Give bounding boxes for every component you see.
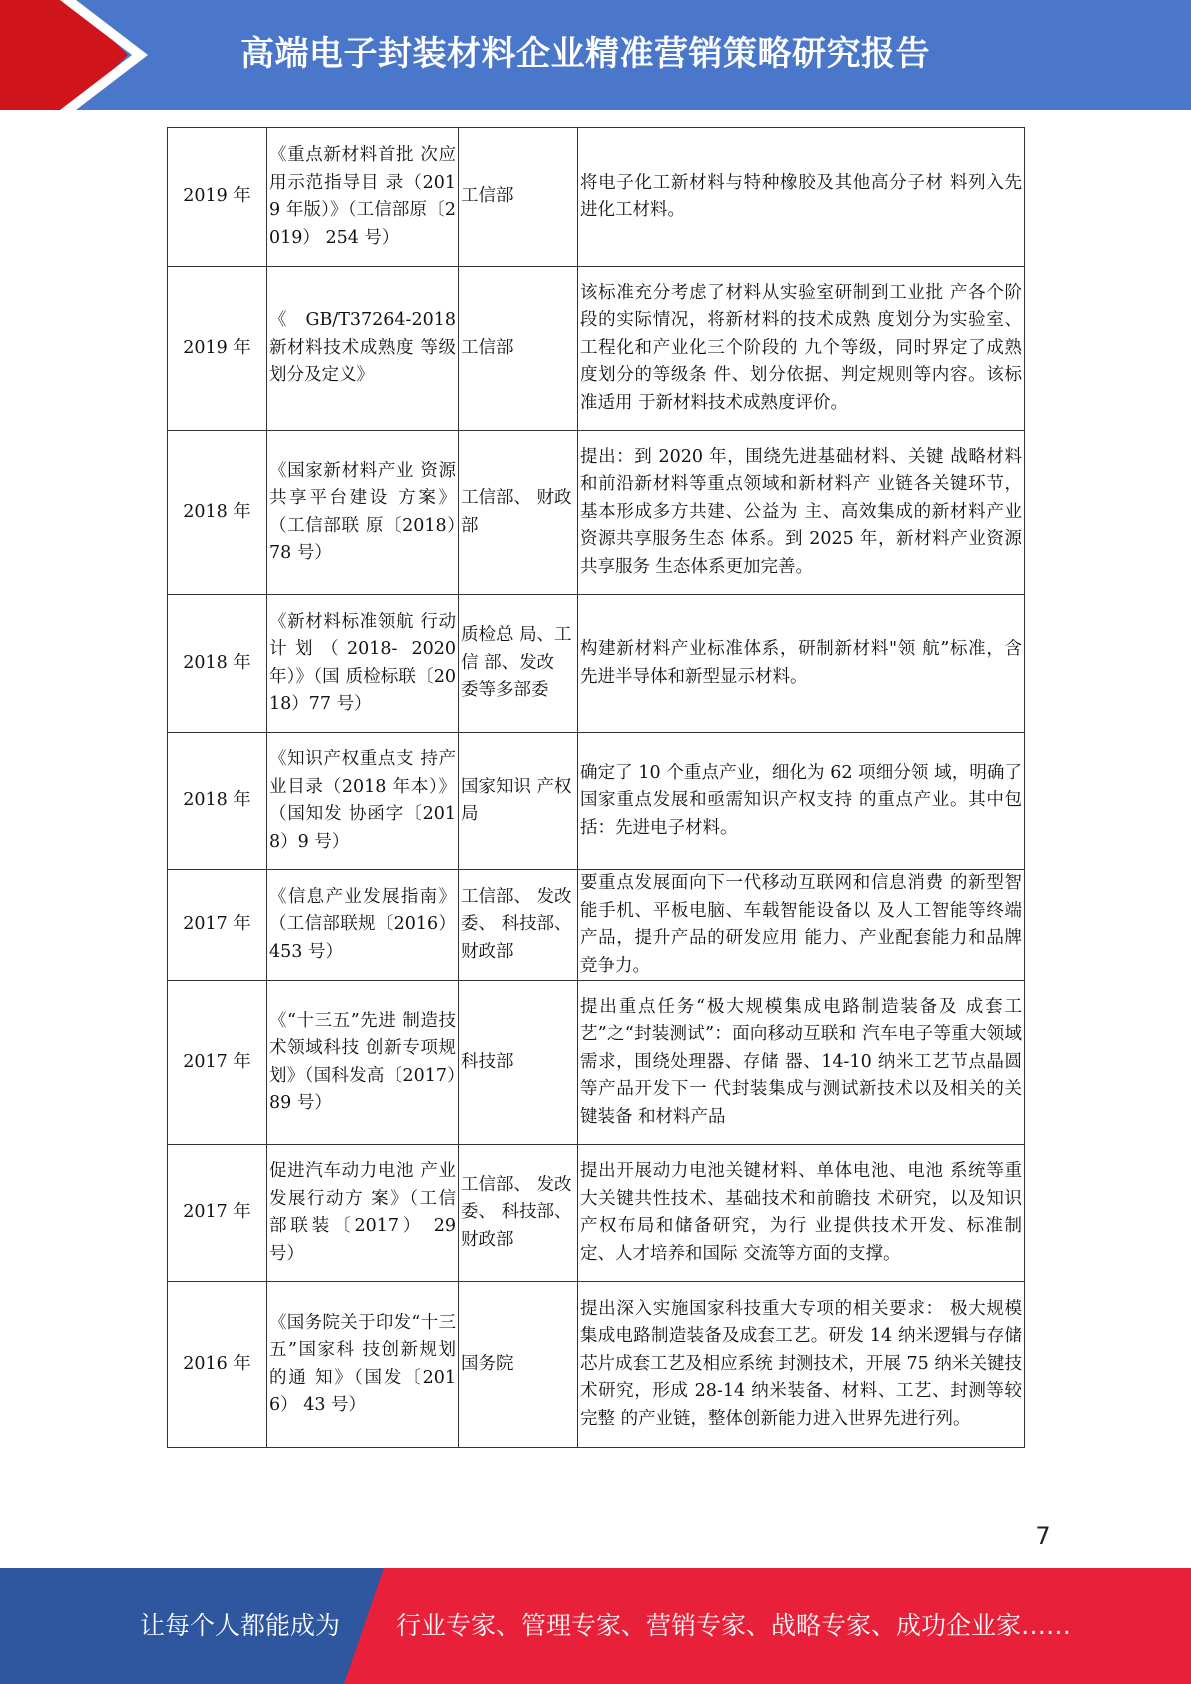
page-footer	[0, 1568, 1191, 1684]
header-chevron-icon	[0, 0, 200, 110]
year-cell: 2018 年	[168, 595, 267, 733]
issuer-cell: 质检总 局、工信 部、发改 委等多部委	[459, 595, 578, 733]
table-row	[168, 981, 1025, 1145]
table-row	[168, 431, 1025, 595]
issuer-cell: 国家知识 产权局	[459, 733, 578, 870]
footer-slogan-left: 让每个人都能成为	[140, 1611, 341, 1640]
content-cell: 确定了 10 个重点产业，细化为 62 项细分领 域，明确了国家重点发展和亟需知识产权支持 的重点产业。其中包括：先进电子材料。	[578, 733, 1025, 870]
document-cell: 《知识产权重点支 持产业目录（2018 年本）》（国知发 协函字〔2018）9 号）	[267, 733, 459, 870]
content-cell: 提出：到 2020 年，围绕先进基础材料、关键 战略材料和前沿新材料等重点领域和新材料产 业链各关键环节，基本形成多方共建、公益为 主、高效集成的新材料产业资源共享服务生态 体系。到 2025 年，新材料产业资源共享服务 生态体系更加完善。	[578, 431, 1025, 595]
table-row	[168, 128, 1025, 267]
year-cell: 2016 年	[168, 1282, 267, 1448]
page-number: 7	[1035, 1522, 1051, 1550]
issuer-cell: 科技部	[459, 981, 578, 1145]
content-cell: 该标准充分考虑了材料从实验室研制到工业批 产各个阶段的实际情况，将新材料的技术成熟 度划分为实验室、工程化和产业化三个阶段的 九个等级，同时界定了成熟度划分的等级条 件、划分依据、判定规则等内容。该标准适用 于新材料技术成熟度评价。	[578, 267, 1025, 431]
document-cell: 《GB/T37264-2018 新材料技术成熟度 等级划分及定义》	[267, 267, 459, 431]
year-cell: 2018 年	[168, 431, 267, 595]
content-cell: 提出深入实施国家科技重大专项的相关要求： 极大规模集成电路制造装备及成套工艺。研发 14 纳米逻辑与存储芯片成套工艺及相应系统 封测技术，开展 75 纳米关键技术研究，形成 28-14 纳米装备、材料、工艺、封测等较完整 的产业链，整体创新能力进入世界先进行列。	[578, 1282, 1025, 1448]
issuer-cell: 国务院	[459, 1282, 578, 1448]
document-cell: 《国务院关于印发“十三五”国家科 技创新规划的通 知》（国发〔2016） 43 号）	[267, 1282, 459, 1448]
document-cell: 《“十三五”先进 制造技术领域科技 创新专项规划》（国科发高〔2017）89 号）	[267, 981, 459, 1145]
content-cell: 将电子化工新材料与特种橡胶及其他高分子材 料列入先进化工材料。	[578, 128, 1025, 267]
year-cell: 2017 年	[168, 981, 267, 1145]
table-row	[168, 1282, 1025, 1448]
content-cell: 提出重点任务“极大规模集成电路制造装备及 成套工艺”之“封装测试”：面向移动互联和 汽车电子等重大领域需求，围绕处理器、存储 器、14-10 纳米工艺节点晶圆等产品开发下一 代封装集成与测试新技术以及相关的关键装备 和材料产品	[578, 981, 1025, 1145]
year-cell: 2017 年	[168, 870, 267, 981]
year-cell: 2019 年	[168, 128, 267, 267]
year-cell: 2019 年	[168, 267, 267, 431]
document-cell: 促进汽车动力电池 产业发展行动方 案》（工信部联装〔2017） 29 号）	[267, 1145, 459, 1282]
issuer-cell: 工信部	[459, 128, 578, 267]
table-row	[168, 595, 1025, 733]
content-cell: 提出开展动力电池关键材料、单体电池、电池 系统等重大关键共性技术、基础技术和前瞻技 术研究，以及知识产权布局和储备研究，为行 业提供技术开发、标准制定、人才培养和国际 交流等方面的支撑。	[578, 1145, 1025, 1282]
issuer-cell: 工信部、 发改委、 科技部、 财政部	[459, 870, 578, 981]
year-cell: 2017 年	[168, 1145, 267, 1282]
issuer-cell: 工信部、 财政部	[459, 431, 578, 595]
table-row	[168, 870, 1025, 981]
table-row	[168, 733, 1025, 870]
document-cell: 《新材料标准领航 行动计划（2018- 2020 年）》（国 质检标联〔2018）77 号）	[267, 595, 459, 733]
year-cell: 2018 年	[168, 733, 267, 870]
footer-slogan-right: 行业专家、管理专家、营销专家、战略专家、成功企业家……	[396, 1611, 1072, 1640]
document-cell: 《信息产业发展指南》（工信部联规〔2016） 453 号）	[267, 870, 459, 981]
table-row	[168, 267, 1025, 431]
table-row	[168, 1145, 1025, 1282]
content-cell: 要重点发展面向下一代移动互联网和信息消费 的新型智能手机、平板电脑、车载智能设备以 及人工智能等终端产品，提升产品的研发应用 能力、产业配套能力和品牌竞争力。	[578, 870, 1025, 981]
content-cell: 构建新材料产业标准体系，研制新材料"领 航”标准，含先进半导体和新型显示材料。	[578, 595, 1025, 733]
issuer-cell: 工信部、 发改委、 科技部、 财政部	[459, 1145, 578, 1282]
issuer-cell: 工信部	[459, 267, 578, 431]
document-cell: 《国家新材料产业 资源共享平台建设 方案》（工信部联 原〔2018）78 号）	[267, 431, 459, 595]
report-title: 高端电子封装材料企业精准营销策略研究报告	[240, 34, 930, 74]
document-cell: 《重点新材料首批 次应用示范指导目 录（2019 年版）》（工信部原〔2019） 254 号）	[267, 128, 459, 267]
policy-table	[167, 127, 1025, 1448]
page-header	[0, 0, 1191, 110]
